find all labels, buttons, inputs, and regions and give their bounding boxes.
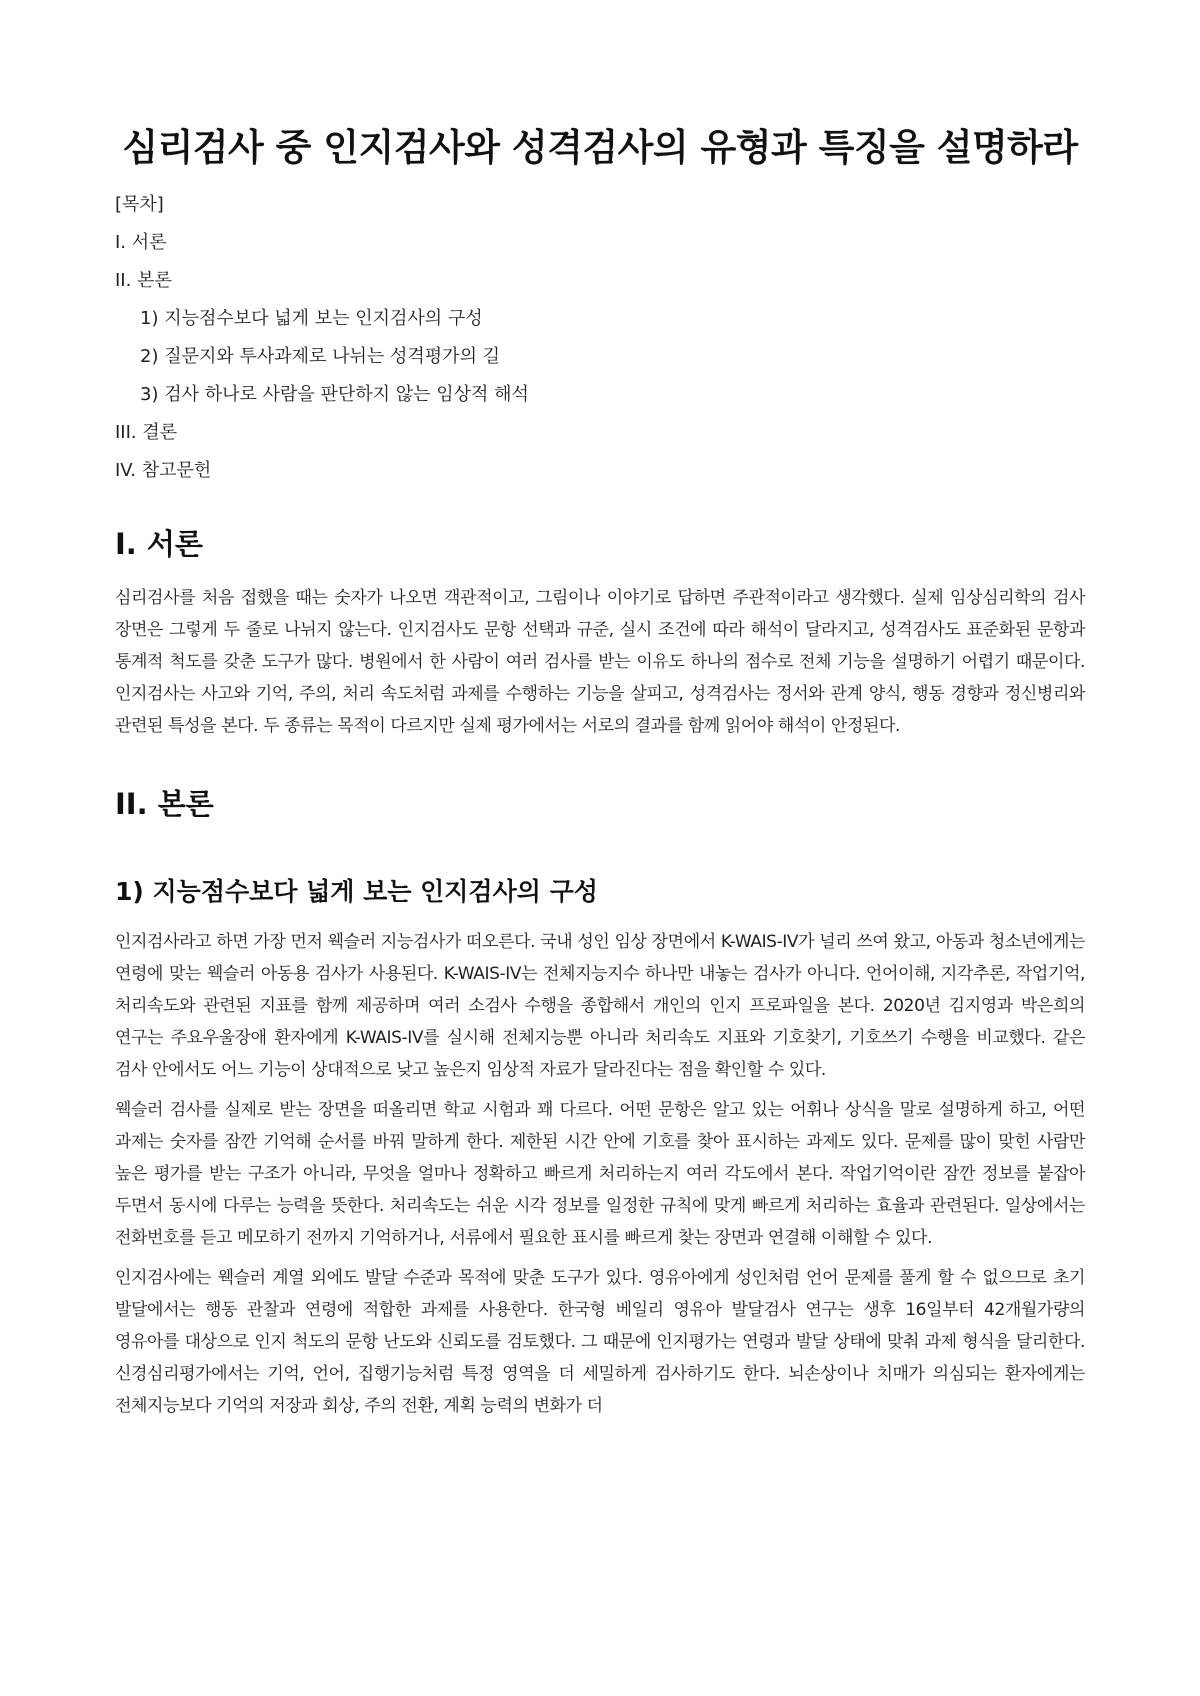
toc-item-conclusion: III. 결론 [115, 422, 178, 443]
toc-item-introduction: I. 서론 [115, 232, 167, 253]
toc-item-body-1: 1) 지능점수보다 넓게 보는 인지검사의 구성 [140, 308, 483, 329]
toc-item-references: IV. 참고문헌 [115, 460, 212, 481]
introduction-heading: I. 서론 [115, 527, 203, 561]
body-heading: II. 본론 [115, 787, 214, 821]
subsection-1-paragraph-3: 인지검사에는 웩슬러 계열 외에도 발달 수준과 목적에 맞춘 도구가 있다. 영유아에게 성인처럼 언어 문제를 풀게 할 수 없으므로 초기 발달에서는 행동 관찰과 연령에 적합한 과제를 사용한다. 한국형 베일리 영유아 발달검사 연구는 생후 16일부터 42개월가량의 영유아를 대상으로 인지 척도의 문항 난도와 신뢰도를 검토했다. 그 때문에 인지평가는 연령과 발달 상태에 맞춰 과제 형식을 달리한다. 신경심리평가에서는 기억, 언어, 집행기능처럼 특정 영역을 더 세밀하게 검사하기도 한다. 뇌손상이나 치매가 의심되는 환자에게는 전체지능보다 기억의 저장과 회상, 주의 전환, 계획 능력의 변화가 더 [115, 1268, 1085, 1416]
document-title: 심리검사 중 인지검사와 성격검사의 유형과 특징을 설명하라 [122, 126, 1078, 169]
table-of-contents [115, 186, 1085, 490]
toc-item-body-2: 2) 질문지와 투사과제로 나뉘는 성격평가의 길 [140, 346, 501, 367]
subsection-1-paragraph-1: 인지검사라고 하면 가장 먼저 웩슬러 지능검사가 떠오른다. 국내 성인 임상 장면에서 K-WAIS-IV가 널리 쓰여 왔고, 아동과 청소년에게는 연령에 맞는 웩슬러 아동용 검사가 사용된다. K-WAIS-IV는 전체지능지수 하나만 내놓는 검사가 아니다. 언어이해, 지각추론, 작업기억, 처리속도와 관련된 지표를 함께 제공하며 여러 소검사 수행을 종합해서 개인의 인지 프로파일을 본다. 2020년 김지영과 박은희의 연구는 주요우울장애 환자에게 K-WAIS-IV를 실시해 전체지능뿐 아니라 처리속도 지표와 기호찾기, 기호쓰기 수행을 비교했다. 같은 검사 안에서도 어느 기능이 상대적으로 낮고 높은지 임상적 자료가 달라진다는 점을 확인할 수 있다. [115, 932, 1085, 1080]
toc-item-body-3: 3) 검사 하나로 사람을 판단하지 않는 임상적 해석 [140, 384, 529, 405]
toc-item-body: II. 본론 [115, 270, 172, 291]
toc-label: [목차] [115, 194, 164, 215]
subsection-1-paragraph-2: 웩슬러 검사를 실제로 받는 장면을 떠올리면 학교 시험과 꽤 다르다. 어떤 문항은 알고 있는 어휘나 상식을 말로 설명하게 하고, 어떤 과제는 숫자를 잠깐 기억해 순서를 바꿔 말하게 한다. 제한된 시간 안에 기호를 찾아 표시하는 과제도 있다. 문제를 많이 맞힌 사람만 높은 평가를 받는 구조가 아니라, 무엇을 얼마나 정확하고 빠르게 처리하는지 여러 각도에서 본다. 작업기억이란 잠깐 정보를 붙잡아 두면서 동시에 다루는 능력을 뜻한다. 처리속도는 쉬운 시각 정보를 일정한 규칙에 맞게 빠르게 처리하는 효율과 관련된다. 일상에서는 전화번호를 듣고 메모하기 전까지 기억하거나, 서류에서 필요한 표시를 빠르게 찾는 장면과 연결해 이해할 수 있다. [115, 1100, 1085, 1248]
subsection-1-heading: 1) 지능점수보다 넓게 보는 인지검사의 구성 [115, 877, 598, 906]
introduction-paragraph: 심리검사를 처음 접했을 때는 숫자가 나오면 객관적이고, 그림이나 이야기로 답하면 주관적이라고 생각했다. 실제 임상심리학의 검사 장면은 그렇게 두 줄로 나뉘지 않는다. 인지검사도 문항 선택과 규준, 실시 조건에 따라 해석이 달라지고, 성격검사도 표준화된 문항과 통계적 척도를 갖춘 도구가 많다. 병원에서 한 사람이 여러 검사를 받는 이유도 하나의 점수로 전체 기능을 설명하기 어렵기 때문이다. 인지검사는 사고와 기억, 주의, 처리 속도처럼 과제를 수행하는 기능을 살피고, 성격검사는 정서와 관계 양식, 행동 경향과 정신병리와 관련된 특성을 본다. 두 종류는 목적이 다르지만 실제 평가에서는 서로의 결과를 함께 읽어야 해석이 안정된다. [115, 588, 1085, 736]
document-page [115, 0, 1085, 1422]
